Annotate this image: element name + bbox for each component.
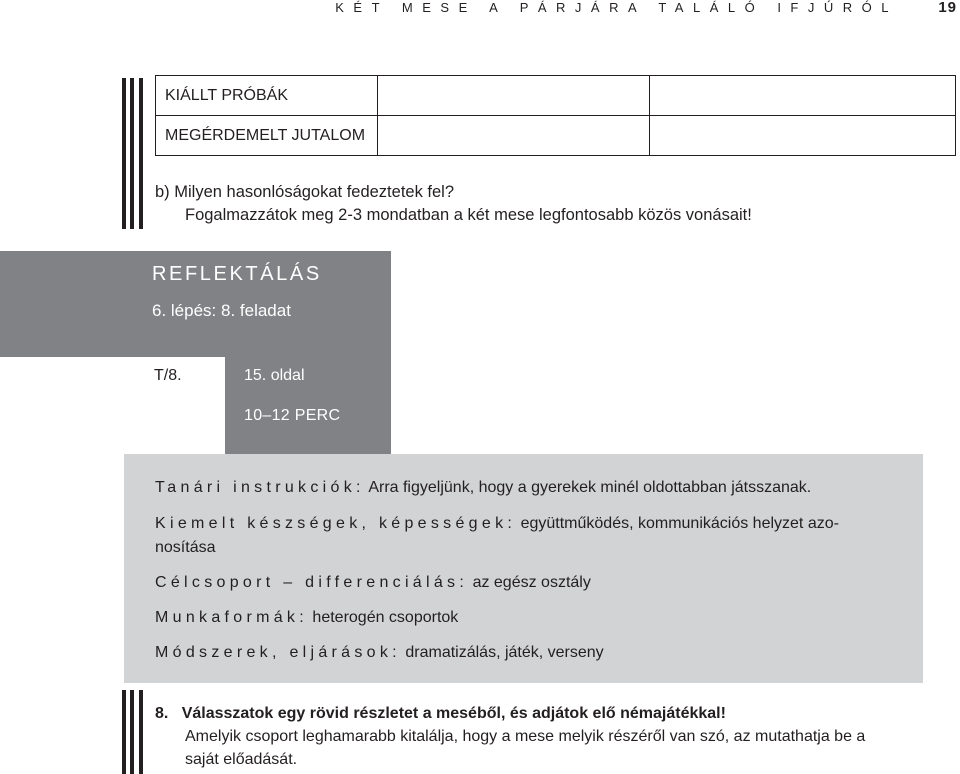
target-group-label: Célcsoport – differenciálás: [155,574,469,591]
row-label: MEGÉRDEMELT JUTALOM [156,116,378,156]
answer-cell[interactable] [650,116,956,156]
task-8-title-line [155,702,865,725]
story-comparison-table [155,75,956,156]
time-estimate: 10–12 PERC [244,407,341,424]
key-skills-text: együttműködés, kommunikációs helyzet azo- [520,515,839,532]
work-forms [155,607,458,629]
question-b-line2: Fogalmazzátok meg 2-3 mondatban a két mese legfontosabb közös vonásait! [185,206,752,224]
key-skills-label: Kiemelt készségek, képességek: [155,515,517,532]
methods-label: Módszerek, eljárások: [155,644,401,661]
target-group [155,572,591,594]
methods [155,642,604,664]
work-forms-text: heterogén csoportok [312,609,459,626]
task-8-line2: Amelyik csoport leghamarabb kitalálja, hogy a mese melyik részéről van szó, az mutathatja be a [185,728,866,745]
row-label: KIÁLLT PRÓBÁK [156,76,378,116]
methods-text: dramatizálás, játék, verseny [405,644,604,661]
table-row [156,116,956,156]
key-skills [155,513,839,535]
page-reference: 15. oldal [244,367,305,384]
task-8 [155,702,865,771]
teacher-instructions-label: Tanári instrukciók: [155,479,365,496]
teacher-instructions-text: Arra figyeljünk, hogy a gyerekek minél oldottabban játsszanak. [368,479,812,496]
answer-cell[interactable] [378,76,650,116]
teacher-instructions [155,477,811,499]
target-group-text: az egész osztály [472,574,591,591]
reflection-title: REFLEKTÁLÁS [152,263,322,285]
work-forms-label: Munkaformák: [155,609,308,626]
key-skills-continuation: nosítása [155,539,216,556]
reflection-step: 6. lépés: 8. feladat [152,301,291,320]
question-b-line1: b) Milyen hasonlóságokat fedeztetek fel? [155,183,455,201]
table-row [156,76,956,116]
task-8-line3: saját előadását. [185,751,298,768]
answer-cell[interactable] [650,76,956,116]
textbook-reference: T/8. [154,367,182,384]
running-title: KÉT MESE A PÁRJÁRA TALÁLÓ IFJÚRÓL [335,0,898,15]
task-8-title: Válasszatok egy rövid részletet a meséből, és adjátok elő némajátékkal! [181,705,726,722]
task-8-number: 8. [155,705,169,722]
page-number: 19 [938,0,957,16]
answer-cell[interactable] [378,116,650,156]
